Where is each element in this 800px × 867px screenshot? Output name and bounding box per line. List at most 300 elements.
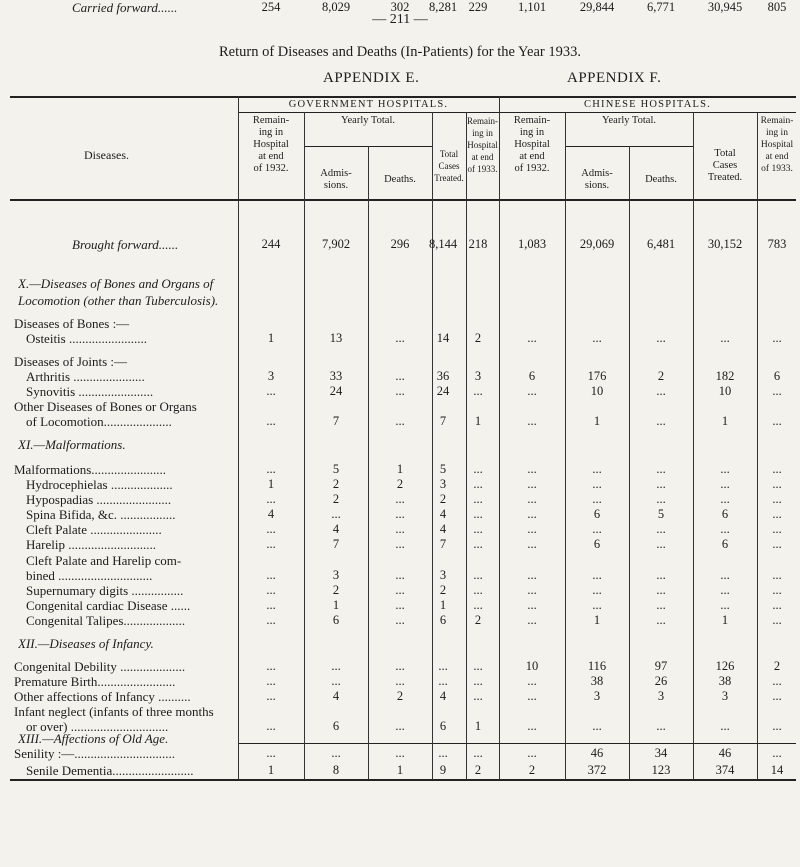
table-cell: 1: [593, 613, 601, 627]
row-label: Diseases of Joints :—: [14, 354, 128, 369]
table-cell: 176: [587, 369, 607, 383]
table-cell: 1: [721, 613, 729, 627]
chi-admissions-header: [565, 168, 629, 192]
table-cell: ...: [473, 746, 483, 760]
table-cell: ...: [395, 331, 405, 345]
table-cell: 14: [436, 331, 450, 345]
table-cell: ...: [331, 659, 341, 673]
row-label: XIII.—Affections of Old Age.: [18, 731, 169, 746]
table-cell: 7: [332, 537, 340, 551]
table-cell: ...: [772, 477, 782, 491]
row-label: Congenital cardiac Disease ......: [26, 598, 191, 613]
column-divider: [629, 146, 630, 780]
table-cell: 5: [657, 507, 665, 521]
table-cell: ...: [527, 583, 537, 597]
table-cell: 7: [332, 414, 340, 428]
table-cell: ...: [527, 507, 537, 521]
table-cell: ...: [473, 568, 483, 582]
table-cell: ...: [395, 492, 405, 506]
table-cell: 1: [721, 414, 729, 428]
table-cell: 1: [593, 414, 601, 428]
table-cell: ...: [266, 568, 276, 582]
column-header-line: Yearly Total.: [601, 115, 656, 126]
table-cell: 2: [474, 763, 482, 777]
table-cell: ...: [592, 477, 602, 491]
table-cell: ...: [473, 384, 483, 398]
table-cell: 1,101: [517, 0, 547, 14]
table-cell: ...: [266, 719, 276, 733]
chi-total-treated-header: [693, 148, 757, 184]
table-cell: ...: [266, 462, 276, 476]
table-cell: 4: [332, 689, 340, 703]
table-cell: 6: [332, 613, 340, 627]
table-cell: ...: [772, 414, 782, 428]
table-cell: 1: [474, 719, 482, 733]
table-cell: 8: [332, 763, 340, 777]
table-cell: ...: [656, 462, 666, 476]
page-title: Return of Diseases and Deaths (In-Patients) for the Year 1933.: [218, 44, 581, 60]
column-header-line: Hospital: [514, 139, 550, 150]
chi-remaining-1932-header: [499, 115, 565, 175]
gov-yearly-total-header: [304, 115, 432, 127]
table-cell: ...: [266, 537, 276, 551]
row-label: Cleft Palate ......................: [26, 522, 162, 537]
table-cell: 8,029: [321, 0, 351, 14]
table-cell: ...: [656, 477, 666, 491]
table-cell: 8,144: [428, 237, 458, 251]
row-label: of Locomotion.....................: [26, 414, 172, 429]
table-cell: 30,152: [707, 237, 743, 251]
page-number: — 211 —: [372, 12, 428, 27]
table-cell: 6: [721, 537, 729, 551]
table-cell: ...: [266, 746, 276, 760]
table-cell: 2: [332, 492, 340, 506]
table-cell: 14: [770, 763, 784, 777]
table-cell: 2: [439, 583, 447, 597]
table-bottom-rule: [10, 779, 796, 781]
column-header-line: Treated.: [707, 172, 743, 183]
chi-remaining-1933-header: [757, 115, 797, 175]
row-label: X.—Diseases of Bones and Organs of: [18, 276, 214, 291]
table-cell: ...: [266, 598, 276, 612]
group-header-rule: [238, 112, 796, 113]
column-header-line: Treated.: [434, 173, 464, 183]
row-label: Hypospadias .......................: [26, 492, 172, 507]
column-header-line: of 1932.: [253, 163, 289, 174]
table-cell: 24: [329, 384, 343, 398]
table-cell: 1: [396, 462, 404, 476]
row-label: Synovitis .......................: [26, 384, 154, 399]
table-cell: 3: [332, 568, 340, 582]
table-cell: ...: [772, 674, 782, 688]
table-cell: ...: [720, 492, 730, 506]
table-cell: 10: [590, 384, 604, 398]
table-cell: ...: [331, 674, 341, 688]
table-cell: ...: [720, 477, 730, 491]
table-cell: ...: [438, 659, 448, 673]
table-cell: ...: [266, 384, 276, 398]
table-cell: ...: [473, 583, 483, 597]
table-cell: 296: [390, 237, 410, 251]
table-cell: ...: [656, 414, 666, 428]
table-cell: ...: [438, 746, 448, 760]
table-cell: 2: [474, 613, 482, 627]
column-header-line: ing in: [766, 128, 788, 138]
chi-deaths-header: [629, 174, 693, 186]
table-cell: ...: [772, 746, 782, 760]
column-header-line: Hospital: [253, 139, 289, 150]
row-label: Spina Bifida, &c. .................: [26, 507, 176, 522]
table-cell: ...: [656, 522, 666, 536]
table-cell: 6,771: [646, 0, 676, 14]
column-divider: [368, 146, 369, 780]
table-cell: ...: [395, 522, 405, 536]
table-cell: 2: [773, 659, 781, 673]
table-cell: 24: [436, 384, 450, 398]
column-header-line: at end: [258, 151, 284, 162]
table-cell: ...: [772, 719, 782, 733]
row-label: bined .............................: [26, 568, 153, 583]
chinese-hospitals-header: CHINESE HOSPITALS.: [584, 99, 711, 110]
table-cell: 6,481: [646, 237, 676, 251]
table-cell: 805: [767, 0, 787, 14]
column-header-line: Deaths.: [645, 174, 677, 185]
table-cell: 2: [439, 492, 447, 506]
table-cell: ...: [473, 522, 483, 536]
column-divider: [499, 96, 500, 780]
table-cell: 6: [773, 369, 781, 383]
table-cell: ...: [395, 674, 405, 688]
table-cell: 3: [721, 689, 729, 703]
column-header-line: at end: [765, 152, 789, 162]
table-cell: ...: [395, 583, 405, 597]
table-cell: ...: [772, 689, 782, 703]
table-cell: ...: [331, 507, 341, 521]
table-cell: 7: [439, 414, 447, 428]
table-cell: 6: [439, 719, 447, 733]
table-cell: 1: [474, 414, 482, 428]
table-cell: 33: [329, 369, 343, 383]
table-cell: ...: [395, 384, 405, 398]
table-cell: ...: [656, 492, 666, 506]
column-divider: [304, 112, 305, 780]
table-cell: ...: [331, 746, 341, 760]
table-cell: 38: [590, 674, 604, 688]
gov-admissions-header: [304, 168, 368, 192]
table-cell: 182: [715, 369, 735, 383]
table-cell: 374: [715, 763, 735, 777]
table-cell: 116: [587, 659, 607, 673]
column-header-line: sions.: [584, 180, 610, 191]
row-label: Other Diseases of Bones or Organs: [14, 399, 197, 414]
table-cell: ...: [720, 462, 730, 476]
row-label: Malformations.......................: [14, 462, 167, 477]
table-cell: ...: [473, 537, 483, 551]
column-header-line: Hospital: [467, 140, 498, 150]
column-divider: [565, 112, 566, 780]
table-cell: 3: [267, 369, 275, 383]
table-cell: 46: [718, 746, 732, 760]
table-cell: 1: [267, 477, 275, 491]
table-cell: ...: [266, 522, 276, 536]
table-cell: ...: [656, 583, 666, 597]
table-cell: 3: [474, 369, 482, 383]
column-header-line: Hospital: [760, 140, 794, 150]
table-cell: 4: [439, 522, 447, 536]
table-cell: ...: [772, 583, 782, 597]
column-header-line: ing in: [258, 127, 284, 138]
table-cell: ...: [720, 598, 730, 612]
table-cell: 254: [261, 0, 281, 14]
column-header-line: Deaths.: [384, 174, 416, 185]
table-cell: ...: [527, 568, 537, 582]
table-cell: ...: [592, 583, 602, 597]
table-cell: ...: [266, 659, 276, 673]
row-label: Hydrocephielas ...................: [26, 477, 173, 492]
row-label: Cleft Palate and Harelip com-: [26, 553, 182, 568]
table-cell: 36: [436, 369, 450, 383]
row-label: Senile Dementia.........................: [26, 763, 194, 778]
column-header-line: Remain-: [252, 115, 290, 126]
table-cell: ...: [656, 384, 666, 398]
column-header-line: Cases: [438, 161, 460, 171]
table-cell: ...: [266, 414, 276, 428]
appendix-f-heading: APPENDIX F.: [567, 70, 662, 86]
table-cell: ...: [473, 689, 483, 703]
table-cell: 3: [657, 689, 665, 703]
table-cell: ...: [527, 462, 537, 476]
gov-remaining-1933-header: [466, 115, 499, 175]
table-cell: 244: [261, 237, 281, 251]
table-cell: ...: [527, 598, 537, 612]
chi-yearly-total-header: [565, 115, 693, 127]
column-header-line: Cases: [712, 160, 738, 171]
row-label: Other affections of Infancy ..........: [14, 689, 191, 704]
table-cell: 29,844: [579, 0, 615, 14]
table-cell: ...: [473, 674, 483, 688]
table-cell: 97: [654, 659, 668, 673]
table-cell: ...: [395, 659, 405, 673]
table-cell: 34: [654, 746, 668, 760]
table-cell: ...: [772, 568, 782, 582]
row-label: or over) ..............................: [26, 719, 169, 734]
row-label: Infant neglect (infants of three months: [14, 704, 214, 719]
row-label: Premature Birth........................: [14, 674, 176, 689]
table-cell: ...: [395, 537, 405, 551]
table-cell: ...: [473, 507, 483, 521]
table-cell: 6: [593, 507, 601, 521]
table-cell: ...: [527, 522, 537, 536]
table-cell: ...: [720, 331, 730, 345]
column-divider: [466, 112, 467, 780]
column-header-line: ing in: [519, 127, 545, 138]
table-cell: 3: [439, 568, 447, 582]
table-cell: 5: [439, 462, 447, 476]
table-cell: 5: [332, 462, 340, 476]
table-cell: 1: [267, 331, 275, 345]
table-cell: 6: [528, 369, 536, 383]
table-cell: ...: [395, 568, 405, 582]
table-cell: 1,083: [517, 237, 547, 251]
table-cell: 1: [439, 598, 447, 612]
table-cell: 372: [587, 763, 607, 777]
table-cell: 2: [657, 369, 665, 383]
table-cell: ...: [266, 689, 276, 703]
table-top-rule: [10, 96, 796, 98]
table-cell: ...: [772, 492, 782, 506]
table-cell: ...: [772, 598, 782, 612]
table-cell: 4: [439, 689, 447, 703]
table-cell: 123: [651, 763, 671, 777]
table-cell: ...: [720, 522, 730, 536]
table-cell: ...: [527, 719, 537, 733]
table-cell: ...: [527, 746, 537, 760]
diseases-header: Diseases.: [84, 148, 129, 162]
table-cell: 1: [267, 763, 275, 777]
table-cell: ...: [656, 568, 666, 582]
row-label: Brought forward......: [72, 237, 179, 252]
column-header-line: of 1933.: [761, 164, 793, 174]
table-cell: 30,945: [707, 0, 743, 14]
table-cell: ...: [527, 492, 537, 506]
table-cell: 2: [474, 331, 482, 345]
table-cell: ...: [527, 414, 537, 428]
table-cell: 26: [654, 674, 668, 688]
table-cell: ...: [592, 331, 602, 345]
gov-remaining-1932-header: [238, 115, 304, 175]
column-header-line: Remain-: [760, 116, 794, 126]
table-cell: ...: [656, 719, 666, 733]
table-cell: 126: [715, 659, 735, 673]
table-cell: 218: [468, 237, 488, 251]
table-cell: ...: [266, 492, 276, 506]
gov-total-treated-header: [432, 148, 466, 184]
table-cell: 1: [332, 598, 340, 612]
table-cell: ...: [266, 583, 276, 597]
table-cell: 1: [396, 763, 404, 777]
row-label: Senility :—...............................: [14, 746, 176, 761]
column-header-line: at end: [471, 152, 494, 162]
column-header-line: Admis-: [320, 168, 352, 179]
table-cell: ...: [527, 331, 537, 345]
table-cell: ...: [395, 598, 405, 612]
row-label: Supernumary digits ................: [26, 583, 184, 598]
row-label: Carried forward......: [72, 0, 178, 15]
table-cell: 2: [528, 763, 536, 777]
table-cell: 29,069: [579, 237, 615, 251]
column-header-line: Total: [714, 148, 736, 159]
table-cell: ...: [527, 477, 537, 491]
table-cell: ...: [473, 659, 483, 673]
table-cell: 4: [267, 507, 275, 521]
table-cell: ...: [395, 746, 405, 760]
appendix-e-heading: APPENDIX E.: [323, 70, 420, 86]
column-header-line: at end: [519, 151, 545, 162]
table-cell: ...: [772, 522, 782, 536]
table-cell: ...: [527, 537, 537, 551]
table-cell: 7: [439, 537, 447, 551]
column-header-line: Total: [439, 149, 459, 159]
table-cell: ...: [656, 331, 666, 345]
table-cell: ...: [772, 331, 782, 345]
table-cell: ...: [592, 492, 602, 506]
table-cell: ...: [772, 462, 782, 476]
table-cell: 3: [439, 477, 447, 491]
table-cell: ...: [656, 537, 666, 551]
table-cell: 229: [468, 0, 488, 14]
table-cell: 38: [718, 674, 732, 688]
government-hospitals-header: GOVERNMENT HOSPITALS.: [288, 99, 449, 110]
table-cell: ...: [473, 598, 483, 612]
table-cell: ...: [473, 492, 483, 506]
table-cell: ...: [395, 719, 405, 733]
table-cell: ...: [772, 507, 782, 521]
table-cell: ...: [772, 384, 782, 398]
column-divider: [238, 96, 239, 780]
table-cell: 10: [525, 659, 539, 673]
column-divider: [693, 112, 694, 780]
table-cell: ...: [395, 507, 405, 521]
table-cell: 3: [593, 689, 601, 703]
column-header-line: of 1933.: [467, 164, 498, 174]
table-cell: ...: [656, 598, 666, 612]
table-cell: ...: [395, 613, 405, 627]
table-cell: ...: [720, 583, 730, 597]
row-label: Locomotion (other than Tuberculosis).: [18, 293, 219, 308]
table-cell: ...: [395, 369, 405, 383]
row-label: Arthritis ......................: [26, 369, 145, 384]
table-cell: ...: [720, 719, 730, 733]
table-cell: ...: [592, 568, 602, 582]
table-cell: ...: [527, 384, 537, 398]
table-cell: 2: [332, 477, 340, 491]
row-label: Harelip ...........................: [26, 537, 156, 552]
table-cell: 4: [332, 522, 340, 536]
column-header-line: of 1932.: [514, 163, 550, 174]
table-cell: ...: [592, 522, 602, 536]
table-cell: 6: [439, 613, 447, 627]
table-cell: 783: [767, 237, 787, 251]
table-cell: 4: [439, 507, 447, 521]
row-label: Congenital Debility ....................: [14, 659, 186, 674]
header-bottom-rule: [10, 199, 796, 201]
table-cell: 6: [332, 719, 340, 733]
table-cell: 6: [593, 537, 601, 551]
table-cell: ...: [473, 477, 483, 491]
row-label: Diseases of Bones :—: [14, 316, 130, 331]
table-cell: ...: [592, 462, 602, 476]
column-header-line: Remain-: [467, 116, 498, 126]
gov-deaths-header: [368, 174, 432, 186]
table-cell: ...: [527, 613, 537, 627]
row-label: Congenital Talipes...................: [26, 613, 186, 628]
table-cell: ...: [592, 598, 602, 612]
table-cell: 7,902: [321, 237, 351, 251]
table-cell: 2: [332, 583, 340, 597]
table-cell: 10: [718, 384, 732, 398]
table-cell: ...: [656, 613, 666, 627]
table-cell: ...: [592, 719, 602, 733]
table-cell: ...: [720, 568, 730, 582]
column-header-line: Remain-: [513, 115, 551, 126]
table-cell: 8,281: [428, 0, 458, 14]
table-cell: ...: [772, 537, 782, 551]
table-cell: 13: [329, 331, 343, 345]
table-cell: 6: [721, 507, 729, 521]
table-cell: 9: [439, 763, 447, 777]
column-header-line: ing in: [472, 128, 493, 138]
table-cell: ...: [527, 674, 537, 688]
